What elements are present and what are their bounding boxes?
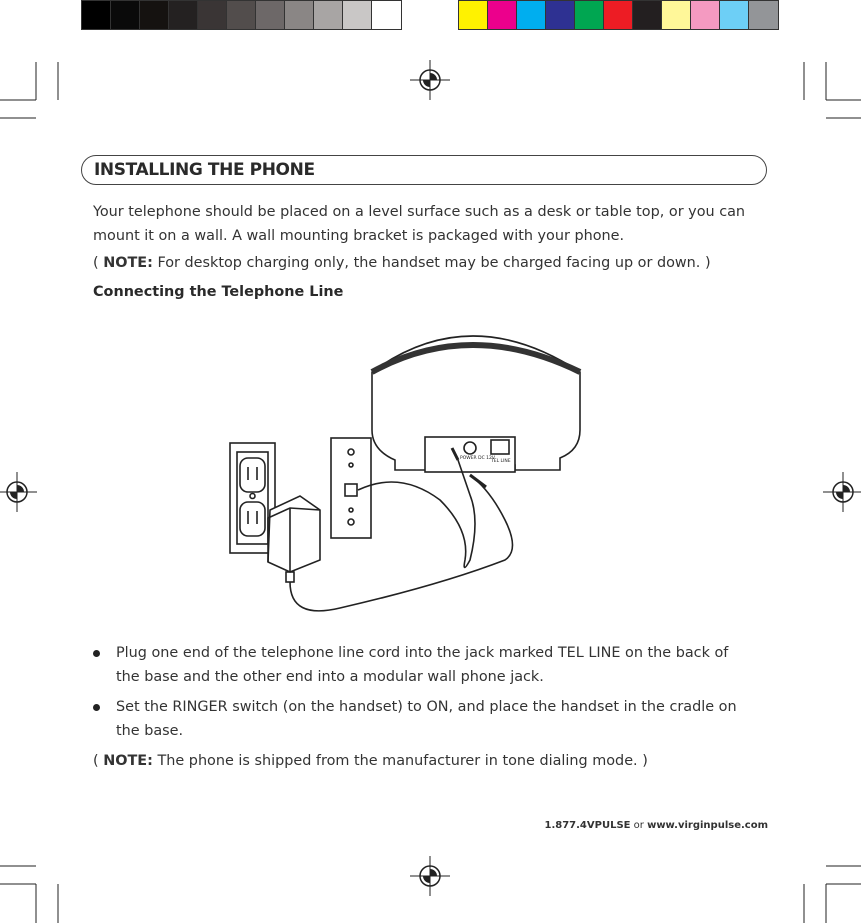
telephone-line-cord (358, 460, 475, 568)
intro-line-1: Your telephone should be placed on a level surface such as a desk or table top, or you can (93, 204, 746, 220)
registration-mark-top (410, 60, 450, 100)
page-footer: 1.877.4VPULSE or www.virginpulse.com (544, 820, 768, 831)
bullet-icon (93, 704, 100, 711)
wall-phone-jack (331, 438, 371, 538)
list-item: Plug one end of the telephone line cord into the jack marked TEL LINE on the back of the base and the other end into a modular wall phone jack. (93, 641, 773, 689)
footer-phone: 1.877.4VPULSE (544, 820, 631, 831)
power-label: POWER DC 12V (460, 456, 495, 461)
footer-website-link[interactable]: www.virginpulse.com (647, 820, 768, 831)
registration-mark-bottom (410, 856, 450, 896)
phone-connection-illustration (220, 325, 640, 615)
power-cord (290, 475, 513, 611)
ac-adapter (268, 496, 320, 572)
intro-line-2: mount it on a wall. A wall mounting bracket is packaged with your phone. (93, 228, 625, 244)
intro-paragraph (93, 200, 773, 248)
section-title: INSTALLING THE PHONE (94, 160, 315, 180)
note-text: The phone is shipped from the manufacturer in tone dialing mode. ) (152, 753, 648, 769)
subheading: Connecting the Telephone Line (93, 284, 344, 300)
registration-mark-left (0, 472, 37, 512)
note-text: For desktop charging only, the handset may be charged facing up or down. ) (152, 255, 711, 271)
bullet-icon (93, 650, 100, 657)
note-label: NOTE: (103, 255, 153, 271)
charging-note: ( NOTE: For desktop charging only, the handset may be charged facing up or down. ) (93, 255, 711, 271)
note-label: NOTE: (103, 753, 153, 769)
registration-mark-right (823, 472, 861, 512)
tel-line-label: TEL LINE (491, 459, 511, 464)
section-title-bar (81, 155, 767, 185)
list-item: Set the RINGER switch (on the handset) to ON, and place the handset in the cradle on the base. (93, 695, 773, 743)
dialing-mode-note: ( NOTE: The phone is shipped from the manufacturer in tone dialing mode. ) (93, 753, 648, 769)
